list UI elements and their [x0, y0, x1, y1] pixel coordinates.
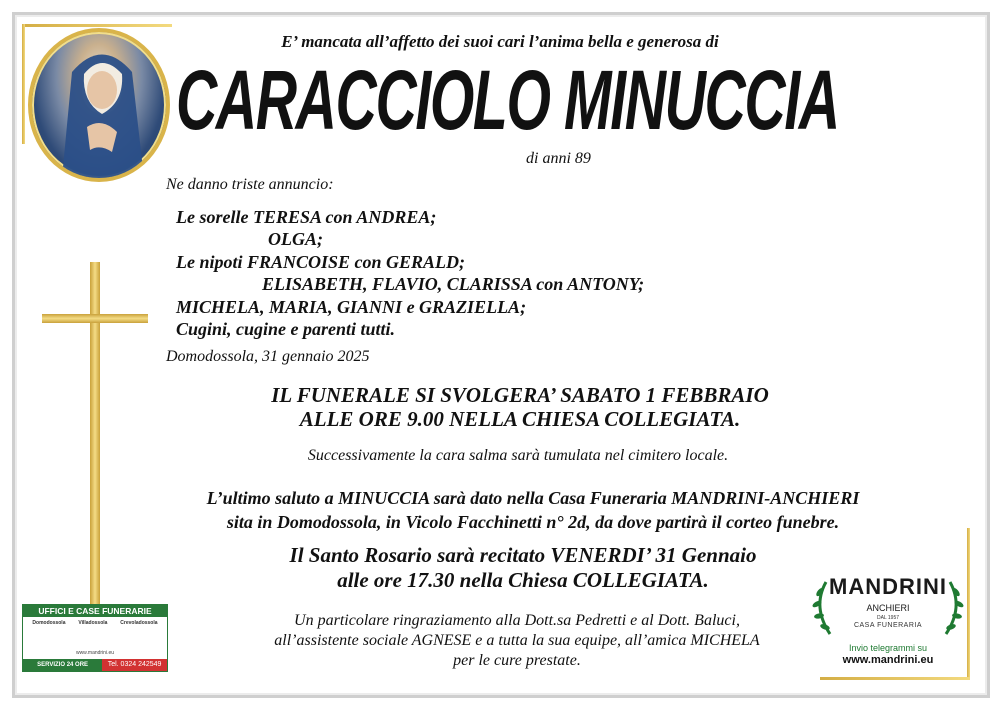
farewell-info	[0, 486, 1000, 534]
rosary-line: alle ore 17.30 nella Chiesa COLLEGIATA.	[337, 568, 709, 592]
cross-bar	[42, 314, 148, 323]
office-city-name: Domodossola	[32, 620, 66, 626]
family-line: Le nipoti FRANCOISE con GERALD;	[176, 252, 466, 272]
gold-accent-bottom	[820, 677, 970, 680]
madonna-image	[32, 32, 166, 178]
office-city-name: Villadossola	[78, 620, 108, 626]
logo-since: DAL 1957	[876, 615, 900, 621]
funeral-line: ALLE ORE 9.00 NELLA CHIESA COLLEGIATA.	[299, 407, 741, 431]
office-city-name: Crevoladossola	[120, 620, 158, 626]
family-line: OLGA;	[268, 229, 323, 249]
farewell-line: L’ultimo saluto a MINUCCIA sarà dato nella Casa Funeraria MANDRINI-ANCHIERI	[206, 488, 860, 508]
intro-text: E’ mancata all’affetto dei suoi cari l’anima bella e generosa di	[281, 32, 719, 51]
mandrini-logo	[808, 572, 968, 672]
gold-accent-top	[22, 24, 172, 27]
family-line: Cugini, cugine e parenti tutti.	[176, 319, 396, 339]
logo-type: CASA FUNERARIA	[853, 622, 923, 629]
funeral-info	[0, 383, 1000, 431]
office-city	[120, 620, 157, 650]
office-city	[78, 620, 107, 650]
location-date: Domodossola, 31 gennaio 2025	[166, 348, 370, 365]
thanks-line: per le cure prestate.	[453, 652, 581, 669]
family-line: Le sorelle TERESA con ANDREA;	[176, 207, 437, 227]
service-24h-label: SERVIZIO 24 ORE	[23, 659, 102, 671]
age-text: di anni 89	[526, 150, 591, 167]
thanks-line: all’assistente sociale AGNESE e a tutta la sua equipe, all’amica MICHELA	[274, 632, 760, 649]
logo-brand: MANDRINI	[829, 574, 947, 599]
announce-text: Ne danno triste annuncio:	[166, 176, 334, 193]
funeral-office-box	[22, 604, 168, 672]
burial-text: Successivamente la cara salma sarà tumulata nel cimitero locale.	[307, 447, 729, 464]
family-line: ELISABETH, FLAVIO, CLARISSA con ANTONY;	[262, 274, 645, 294]
rosary-line: Il Santo Rosario sarà recitato VENERDI’ 31 Gennaio	[289, 543, 757, 567]
logo-website-link[interactable]: www.mandrini.eu	[842, 654, 934, 666]
office-city	[32, 620, 65, 650]
office-website: www.mandrini.eu	[75, 650, 115, 656]
deceased-name: CARACCIOLO MINUCCIA	[176, 53, 839, 147]
funeral-line: IL FUNERALE SI SVOLGERA’ SABATO 1 FEBBRAIO	[271, 383, 769, 407]
office-phone: Tel. 0324 242549	[102, 659, 167, 671]
farewell-line: sita in Domodossola, in Vicolo Facchinetti n° 2d, da dove partirà il corteo funebre.	[226, 512, 840, 532]
office-cities	[23, 617, 167, 650]
family-line: MICHELA, MARIA, GIANNI e GRAZIELLA;	[176, 297, 527, 317]
thanks-line: Un particolare ringraziamento alla Dott.sa Pedretti e al Dott. Baluci,	[294, 612, 740, 629]
telegram-text: Invio telegrammi su	[848, 643, 928, 653]
office-header: UFFICI E CASE FUNERARIE	[23, 605, 167, 617]
logo-sub: ANCHIERI	[866, 603, 910, 613]
office-footer	[23, 659, 167, 671]
